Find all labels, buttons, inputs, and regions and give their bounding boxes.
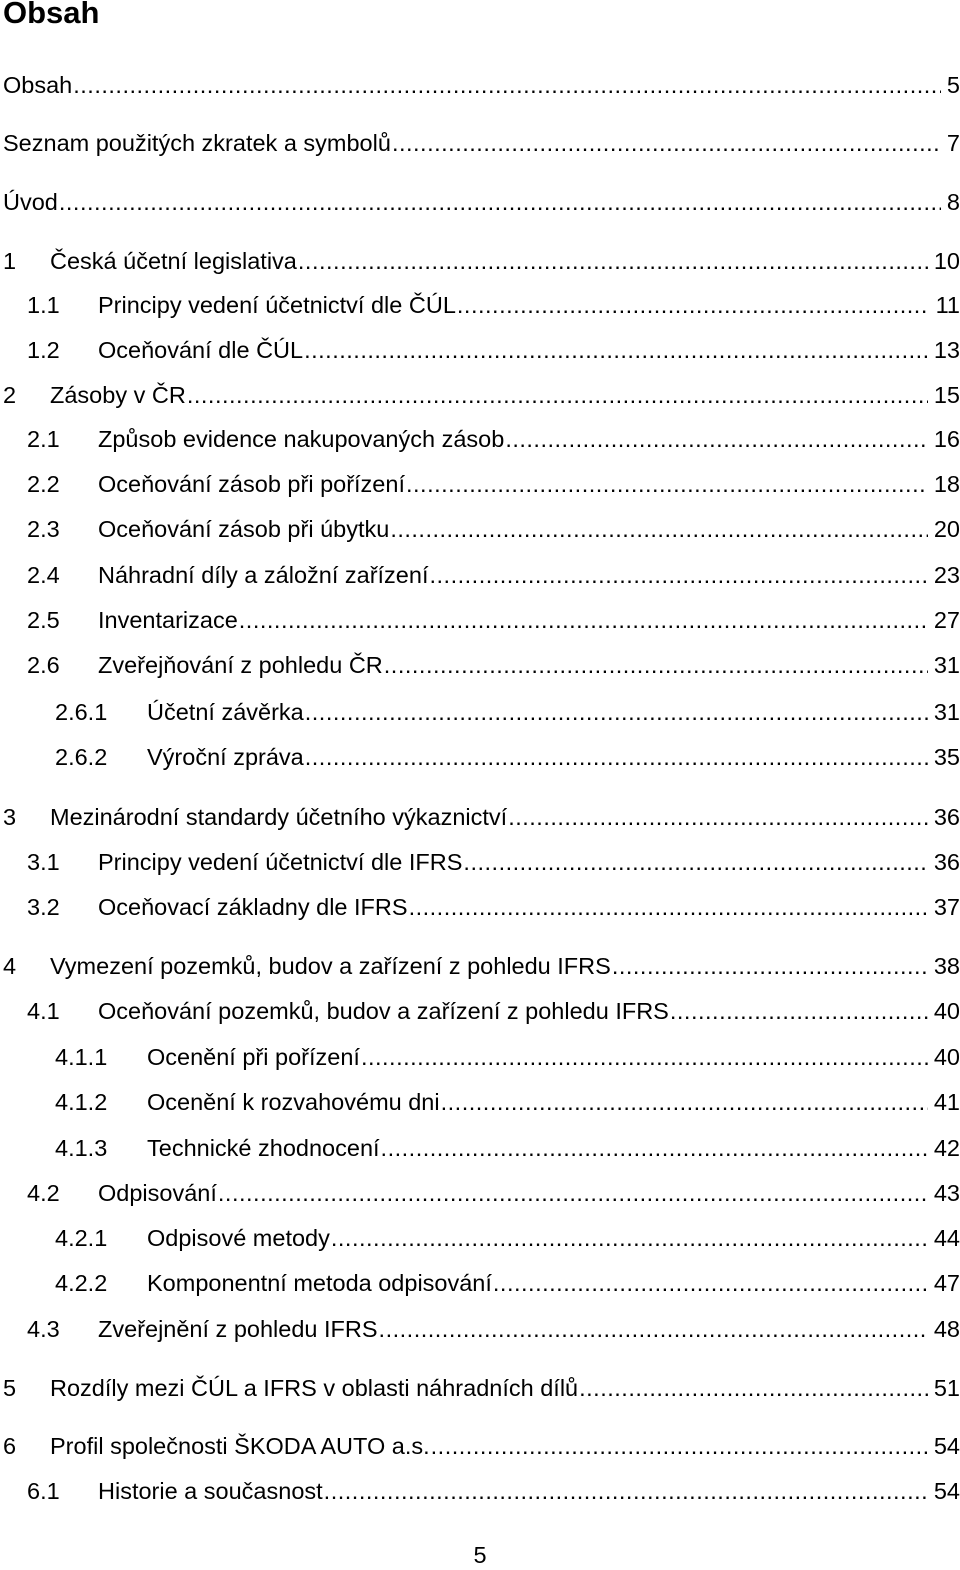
toc-entry-number: 4.3 (27, 1316, 60, 1342)
dot-leader (390, 514, 928, 544)
toc-entry-number: 4.2.1 (55, 1225, 108, 1251)
toc-entry-title: Ocenění k rozvahovému dni (147, 1089, 440, 1115)
toc-entry-page: 54 (933, 1433, 960, 1459)
toc-entry-number: 3.2 (27, 894, 60, 920)
dot-leader (218, 1178, 928, 1208)
toc-entry[interactable] (0, 1133, 960, 1163)
toc-entry-page: 27 (933, 607, 960, 633)
toc-entry-title: Ocenění při pořízení (147, 1044, 360, 1070)
toc-entry[interactable] (0, 514, 960, 544)
toc-entry-number: 2.3 (27, 516, 60, 542)
dot-leader (379, 1314, 928, 1344)
dot-leader (187, 380, 928, 410)
toc-entry[interactable] (0, 1042, 960, 1072)
toc-entry-number: 5 (3, 1375, 17, 1401)
toc-entry-number: 1.1 (27, 292, 60, 318)
dot-leader (392, 128, 941, 158)
toc-entry[interactable] (0, 70, 960, 100)
toc-entry-title: Historie a současnost (98, 1478, 323, 1504)
dot-leader (429, 560, 927, 590)
dot-leader (331, 1223, 928, 1253)
toc-entry[interactable] (0, 335, 960, 365)
toc-entry-page: 11 (935, 292, 960, 318)
toc-entry[interactable] (0, 951, 960, 981)
toc-entry-page: 23 (933, 562, 960, 588)
toc-entry[interactable] (0, 380, 960, 410)
toc-entry-page: 51 (933, 1375, 960, 1401)
toc-entry[interactable] (0, 187, 960, 217)
toc-entry-title: Principy vedení účetnictví dle IFRS (98, 849, 463, 875)
toc-entry-number: 2.5 (27, 607, 60, 633)
toc-heading: Obsah (3, 0, 100, 30)
toc-entry-page: 35 (933, 744, 960, 770)
dot-leader (59, 187, 941, 217)
toc-entry-title: Zveřejnění z pohledu IFRS (98, 1316, 378, 1342)
toc-entry-page: 31 (933, 652, 960, 678)
toc-entry-page: 16 (933, 426, 960, 452)
dot-leader (305, 742, 928, 772)
toc-entry-title: Zásoby v ČR (50, 382, 186, 408)
dot-leader (73, 70, 941, 100)
toc-entry[interactable] (0, 1223, 960, 1253)
toc-entry[interactable] (0, 290, 960, 320)
toc-entry-title: Oceňovací základny dle IFRS (98, 894, 408, 920)
dot-leader (305, 697, 928, 727)
dot-leader (493, 1268, 928, 1298)
toc-entry[interactable] (0, 802, 960, 832)
toc-entry-number: 4.1.3 (55, 1135, 108, 1161)
toc-entry-title: Výroční zpráva (147, 744, 304, 770)
toc-entry-page: 44 (933, 1225, 960, 1251)
toc-entry[interactable] (0, 1373, 960, 1403)
toc-entry-number: 6 (3, 1433, 17, 1459)
toc-entry-title: Seznam použitých zkratek a symbolů (3, 130, 391, 156)
toc-entry[interactable] (0, 560, 960, 590)
toc-entry-number: 2.6 (27, 652, 60, 678)
dot-leader (304, 335, 928, 365)
toc-entry[interactable] (0, 605, 960, 635)
toc-entry[interactable] (0, 128, 960, 158)
toc-entry-title: Oceňování zásob při pořízení (98, 471, 405, 497)
dot-leader (612, 951, 928, 981)
toc-entry-number: 4.1 (27, 998, 60, 1024)
toc-entry-title: Komponentní metoda odpisování (147, 1270, 492, 1296)
toc-entry-page: 54 (933, 1478, 960, 1504)
toc-entry-page: 8 (946, 189, 960, 215)
toc-entry-number: 2 (3, 382, 17, 408)
dot-leader (457, 290, 930, 320)
toc-entry-page: 15 (933, 382, 960, 408)
toc-entry-title: Technické zhodnocení (147, 1135, 380, 1161)
toc-entry[interactable] (0, 424, 960, 454)
toc-entry-title: Rozdíly mezi ČÚL a IFRS v oblasti náhradních dílů (50, 1375, 579, 1401)
page-number: 5 (473, 1542, 487, 1568)
toc-entry-number: 4.2.2 (55, 1270, 108, 1296)
toc-entry-title: Způsob evidence nakupovaných zásob (98, 426, 505, 452)
toc-entry-page: 5 (946, 72, 960, 98)
toc-entry-number: 4.2 (27, 1180, 60, 1206)
toc-entry[interactable] (0, 650, 960, 680)
toc-entry[interactable] (0, 1268, 960, 1298)
toc-entry-number: 2.2 (27, 471, 60, 497)
toc-entry-title: Profil společnosti ŠKODA AUTO a.s. (50, 1433, 430, 1459)
toc-entry[interactable] (0, 246, 960, 276)
toc-entry-title: Oceňování pozemků, budov a zařízení z pohledu IFRS (98, 998, 669, 1024)
dot-leader (298, 246, 928, 276)
toc-entry-page: 7 (946, 130, 960, 156)
toc-entry-number: 1 (3, 248, 17, 274)
dot-leader (406, 469, 928, 499)
dot-leader (381, 1133, 928, 1163)
toc-entry[interactable] (0, 892, 960, 922)
toc-entry-page: 40 (933, 998, 960, 1024)
toc-entry-page: 47 (933, 1270, 960, 1296)
toc-entry-number: 3.1 (27, 849, 60, 875)
toc-entry-page: 36 (933, 849, 960, 875)
toc-entry-page: 40 (933, 1044, 960, 1070)
toc-entry-page: 38 (933, 953, 960, 979)
toc-entry-number: 6.1 (27, 1478, 60, 1504)
toc-entry-title: Náhradní díly a záložní zařízení (98, 562, 429, 588)
toc-entry-page: 31 (933, 699, 960, 725)
toc-entry[interactable] (0, 469, 960, 499)
toc-entry-page: 48 (933, 1316, 960, 1342)
dot-leader (579, 1373, 928, 1403)
toc-entry-number: 1.2 (27, 337, 60, 363)
dot-leader (384, 650, 928, 680)
toc-entry-page: 20 (933, 516, 960, 542)
toc-entry[interactable] (0, 742, 960, 772)
dot-leader (670, 996, 928, 1026)
dot-leader (441, 1087, 928, 1117)
toc-entry-page: 43 (933, 1180, 960, 1206)
toc-entry-title: Česká účetní legislativa (50, 248, 297, 274)
dot-leader (508, 802, 928, 832)
toc-entry-page: 37 (933, 894, 960, 920)
toc-entry-page: 41 (933, 1089, 960, 1115)
toc-entry-number: 3 (3, 804, 17, 830)
toc-entry-title: Zveřejňování z pohledu ČR (98, 652, 383, 678)
toc-entry-page: 13 (933, 337, 960, 363)
toc-entry-number: 4.1.1 (55, 1044, 108, 1070)
toc-entry[interactable] (0, 1476, 960, 1506)
toc-entry-page: 42 (933, 1135, 960, 1161)
dot-leader (239, 605, 928, 635)
toc-entry-title: Účetní závěrka (147, 699, 304, 725)
toc-entry-number: 2.6.2 (55, 744, 108, 770)
dot-leader (409, 892, 928, 922)
toc-entry-title: Obsah (3, 72, 73, 98)
toc-entry-page: 36 (933, 804, 960, 830)
toc-entry-number: 2.4 (27, 562, 60, 588)
dot-leader (361, 1042, 928, 1072)
toc-entry-number: 4.1.2 (55, 1089, 108, 1115)
toc-entry-number: 2.6.1 (55, 699, 108, 725)
toc-entry-title: Oceňování dle ČÚL (98, 337, 304, 363)
dot-leader (324, 1476, 928, 1506)
toc-entry[interactable] (0, 1178, 960, 1208)
toc-entry-title: Oceňování zásob při úbytku (98, 516, 390, 542)
toc-entry[interactable] (0, 1431, 960, 1461)
toc-entry[interactable] (0, 1314, 960, 1344)
toc-entry[interactable] (0, 847, 960, 877)
toc-entry-title: Odpisové metody (147, 1225, 330, 1251)
toc-entry-page: 18 (933, 471, 960, 497)
toc-entry-title: Mezinárodní standardy účetního výkaznictví (50, 804, 508, 830)
dot-leader (431, 1431, 928, 1461)
toc-entry-page: 10 (933, 248, 960, 274)
toc-entry-title: Odpisování (98, 1180, 217, 1206)
toc-entry-number: 4 (3, 953, 17, 979)
toc-entry-title: Principy vedení účetnictví dle ČÚL (98, 292, 456, 318)
toc-entry[interactable] (0, 697, 960, 727)
toc-entry-title: Úvod (3, 189, 58, 215)
toc-entry-number: 2.1 (27, 426, 60, 452)
dot-leader (463, 847, 927, 877)
dot-leader (505, 424, 928, 454)
toc-entry-title: Vymezení pozemků, budov a zařízení z pohledu IFRS (50, 953, 611, 979)
toc-entry-title: Inventarizace (98, 607, 238, 633)
toc-entry[interactable] (0, 1087, 960, 1117)
toc-entry[interactable] (0, 996, 960, 1026)
